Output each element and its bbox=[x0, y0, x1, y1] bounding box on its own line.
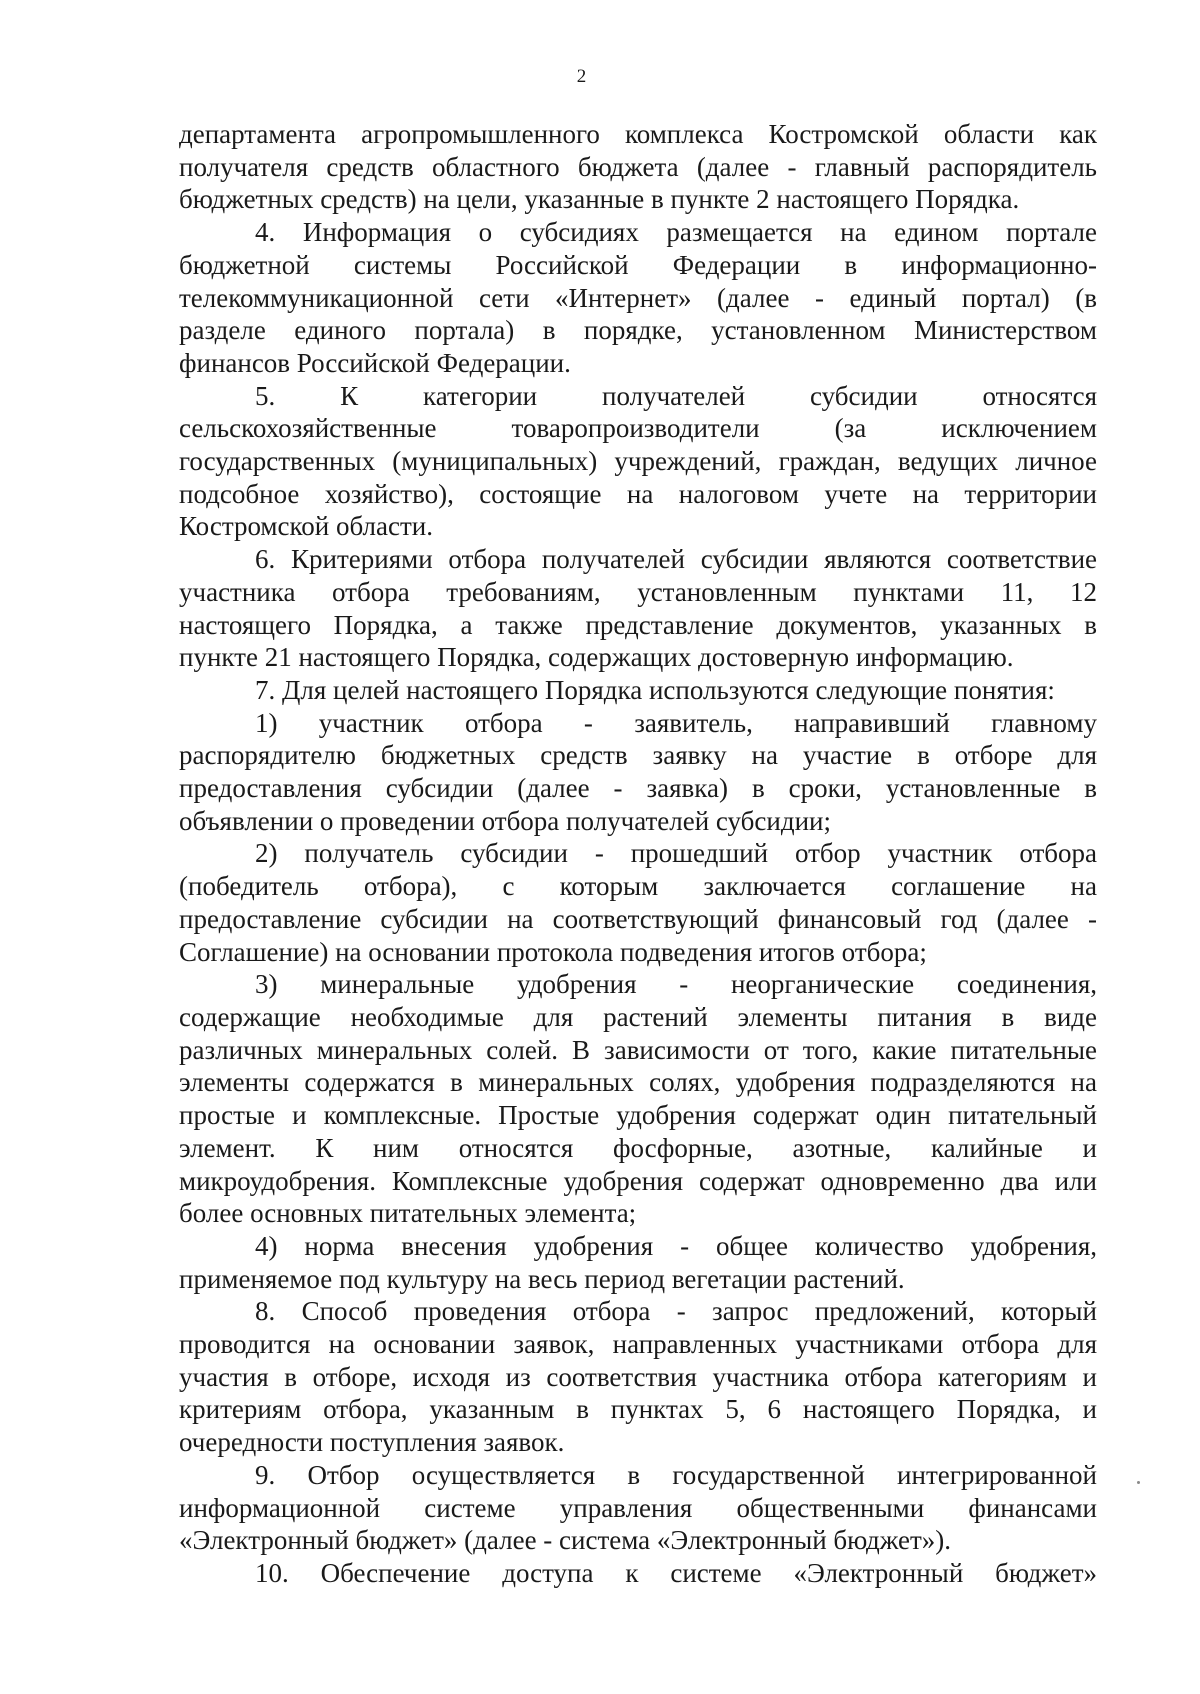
text-line: 4) норма внесения удобрения - общее количество удобрения, bbox=[255, 1230, 1097, 1261]
text-line: микроудобрения. Комплексные удобрения содержат одновременно два или bbox=[179, 1165, 1097, 1196]
text-line: 9. Отбор осуществляется в государственной интегрированной bbox=[255, 1459, 1097, 1490]
text-line: распорядителю бюджетных средств заявку на участие в отборе для bbox=[179, 740, 1097, 771]
text-line: 1) участник отбора - заявитель, направивший главному bbox=[255, 707, 1097, 738]
text-line: 8. Способ проведения отбора - запрос предложений, который bbox=[255, 1296, 1097, 1327]
text-line: информационной системе управления общественными финансами bbox=[179, 1492, 1097, 1523]
text-line: простые и комплексные. Простые удобрения содержат один питательный bbox=[179, 1100, 1097, 1131]
text-line: более основных питательных элемента; bbox=[179, 1198, 637, 1229]
scan-artifact-dot bbox=[1137, 1481, 1140, 1484]
text-line: объявлении о проведении отбора получателей субсидии; bbox=[179, 805, 831, 836]
text-line: элементы содержатся в минеральных солях, удобрения подразделяются на bbox=[179, 1067, 1097, 1098]
text-line: 4. Информация о субсидиях размещается на едином портале bbox=[255, 217, 1097, 248]
text-line: «Электронный бюджет» (далее - система «Электронный бюджет»). bbox=[179, 1525, 952, 1556]
text-line: очередности поступления заявок. bbox=[179, 1427, 565, 1458]
text-line: получателя средств областного бюджета (далее - главный распорядитель bbox=[179, 151, 1097, 182]
text-line: бюджетной системы Российской Федерации в информационно- bbox=[179, 249, 1097, 280]
text-line: различных минеральных солей. В зависимости от того, какие питательные bbox=[179, 1034, 1097, 1065]
text-line: сельскохозяйственные товаропроизводители (за исключением bbox=[179, 413, 1097, 444]
text-line: 5. К категории получателей субсидии относятся bbox=[255, 380, 1097, 411]
text-line: 10. Обеспечение доступа к системе «Электронный бюджет» bbox=[255, 1557, 1097, 1588]
text-line: содержащие необходимые для растений элементы питания в виде bbox=[179, 1001, 1097, 1032]
text-line: предоставление субсидии на соответствующий финансовый год (далее - bbox=[179, 903, 1097, 934]
text-line: 7. Для целей настоящего Порядка используются следующие понятия: bbox=[255, 674, 1055, 705]
text-line: участия в отборе, исходя из соответствия участника отбора категориям и bbox=[179, 1361, 1097, 1392]
text-line: применяемое под культуру на весь период вегетации растений. bbox=[179, 1263, 905, 1294]
text-line: проводится на основании заявок, направленных участниками отбора для bbox=[179, 1329, 1097, 1360]
text-line: 3) минеральные удобрения - неорганические соединения, bbox=[255, 969, 1097, 1000]
page-number: 2 bbox=[576, 66, 587, 87]
text-line: предоставления субсидии (далее - заявка) в сроки, установленные в bbox=[179, 773, 1097, 804]
text-line: настоящего Порядка, а также представление документов, указанных в bbox=[179, 609, 1097, 640]
text-line: телекоммуникационной сети «Интернет» (далее - единый портал) (в bbox=[179, 282, 1097, 313]
text-line: участника отбора требованиям, установленным пунктами 11, 12 bbox=[179, 576, 1097, 607]
text-line: элемент. К ним относятся фосфорные, азотные, калийные и bbox=[179, 1132, 1097, 1163]
text-line: финансов Российской Федерации. bbox=[179, 347, 571, 378]
text-line: Соглашение) на основании протокола подведения итогов отбора; bbox=[179, 936, 927, 967]
text-line: (победитель отбора), с которым заключается соглашение на bbox=[179, 871, 1097, 902]
text-line: критериям отбора, указанным в пунктах 5, 6 настоящего Порядка, и bbox=[179, 1394, 1097, 1425]
text-line: пункте 21 настоящего Порядка, содержащих достоверную информацию. bbox=[179, 642, 1014, 673]
document-body bbox=[179, 118, 1097, 1590]
text-line: Костромской области. bbox=[179, 511, 433, 542]
text-line: департамента агропромышленного комплекса Костромской области как bbox=[179, 119, 1097, 149]
text-line: 2) получатель субсидии - прошедший отбор участник отбора bbox=[255, 838, 1097, 869]
text-line: подсобное хозяйство), состоящие на налоговом учете на территории bbox=[179, 478, 1097, 509]
text-line: бюджетных средств) на цели, указанные в пункте 2 настоящего Порядка. bbox=[179, 184, 1020, 215]
text-line: разделе единого портала) в порядке, установленном Министерством bbox=[179, 315, 1097, 346]
text-line: государственных (муниципальных) учреждений, граждан, ведущих личное bbox=[179, 446, 1097, 477]
text-line: 6. Критериями отбора получателей субсидии являются соответствие bbox=[255, 544, 1097, 575]
